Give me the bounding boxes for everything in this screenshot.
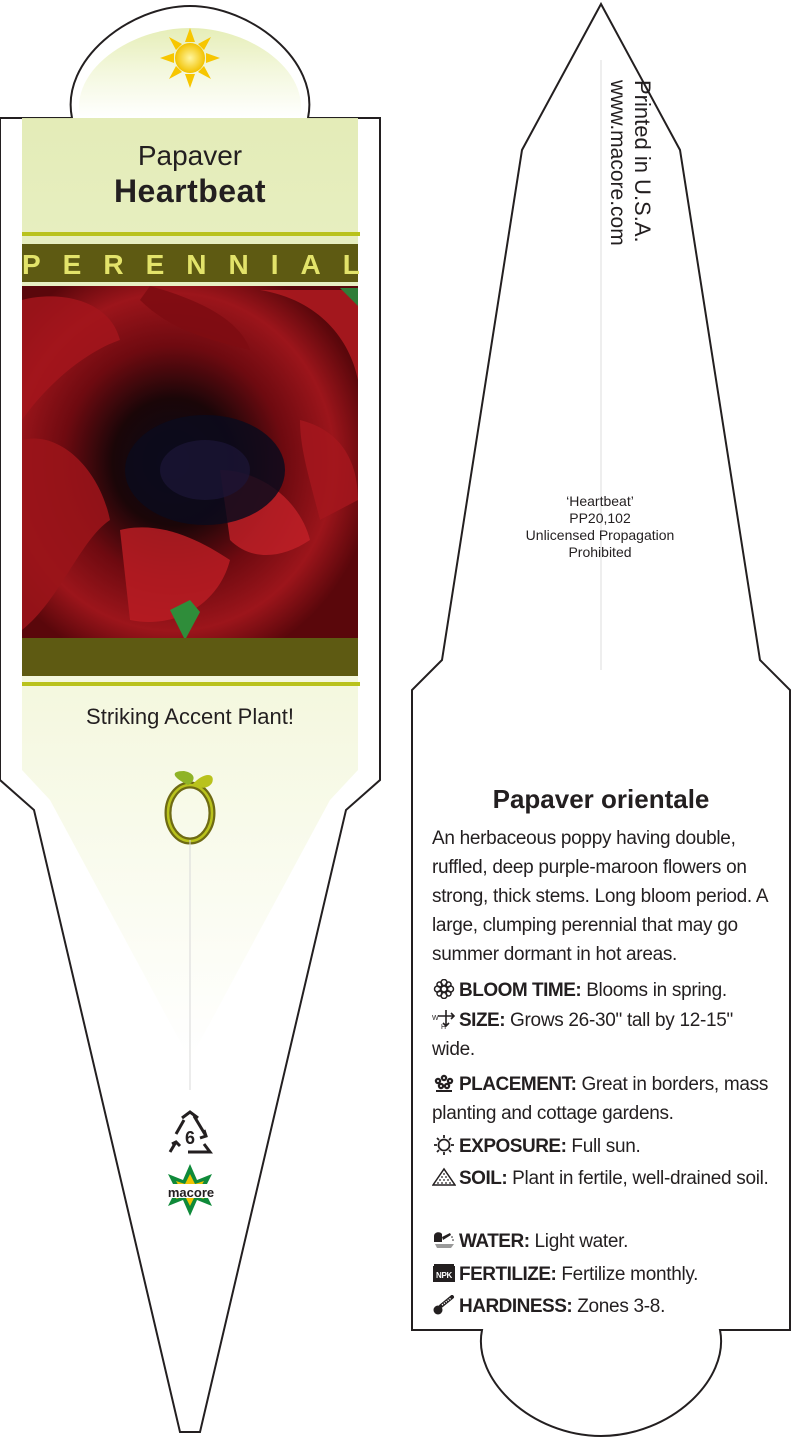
watering-can-icon — [432, 1230, 456, 1250]
care-item-exposure — [432, 1132, 777, 1161]
category-label: PERENNIAL — [22, 249, 382, 280]
common-name: Papaver — [137, 140, 243, 171]
flower-photo — [22, 286, 358, 640]
care-text: Plant in fertile, well-drained soil. — [512, 1168, 769, 1189]
size-icon — [432, 1009, 456, 1029]
website: www.macore.com — [606, 80, 629, 246]
size-icon-width-letter: W — [432, 1015, 439, 1022]
care-text: Full sun. — [571, 1136, 641, 1157]
care-label: FERTILIZE: — [459, 1264, 557, 1285]
care-text: Blooms in spring. — [586, 980, 727, 1001]
care-label: SIZE: — [459, 1010, 506, 1031]
care-text: Grows 26-30" tall by 12-15" wide. — [432, 1010, 733, 1060]
placement-icon — [432, 1073, 456, 1093]
patent-line: Unlicensed Propagation — [525, 527, 675, 543]
variety-name: Heartbeat — [113, 173, 267, 209]
printed-info — [605, 80, 655, 300]
thermometer-icon — [432, 1295, 456, 1315]
printed-in: Printed in U.S.A. — [630, 80, 655, 243]
soil-icon — [432, 1167, 456, 1187]
patent-line: ‘Heartbeat’ — [566, 493, 634, 509]
care-text: Fertilize monthly. — [561, 1264, 699, 1285]
care-item-fertilize — [432, 1260, 777, 1289]
brand-name: macore — [167, 1185, 215, 1200]
care-item-hardiness — [432, 1292, 777, 1321]
care-label: WATER: — [459, 1231, 530, 1252]
care-label: BLOOM TIME: — [459, 980, 582, 1001]
care-label: PLACEMENT: — [459, 1074, 577, 1095]
patent-notice — [470, 493, 730, 561]
care-item-size — [432, 1006, 777, 1064]
care-text: Zones 3-8. — [577, 1296, 666, 1317]
care-label: SOIL: — [459, 1168, 508, 1189]
care-label: EXPOSURE: — [459, 1136, 567, 1157]
flower-icon — [432, 979, 456, 999]
recycle-number: 6 — [184, 1128, 195, 1148]
care-item-bloom-time — [432, 976, 777, 1005]
care-item-placement — [432, 1070, 777, 1128]
care-label: HARDINESS: — [459, 1296, 573, 1317]
care-item-soil — [432, 1164, 777, 1193]
care-text: Light water. — [534, 1231, 629, 1252]
plant-description: An herbaceous poppy having double, ruffled, deep purple-maroon flowers on strong, thick stems. Long bloom period. A large, clumping perennial that may go summer dormant in hot areas. — [432, 828, 768, 965]
npk-icon — [432, 1263, 456, 1283]
sun-icon — [160, 28, 220, 88]
botanical-name: Papaver orientale — [492, 784, 710, 814]
tagline: Striking Accent Plant! — [86, 704, 294, 729]
npk-icon-text: NPK — [436, 1271, 452, 1280]
sun-icon — [432, 1135, 456, 1155]
patent-line: PP20,102 — [569, 510, 631, 526]
size-icon-height-letter: H — [441, 1024, 446, 1029]
care-text: Great in borders, mass planting and cottage gardens. — [432, 1074, 769, 1124]
care-item-water — [432, 1227, 777, 1256]
patent-line: Prohibited — [568, 544, 632, 560]
